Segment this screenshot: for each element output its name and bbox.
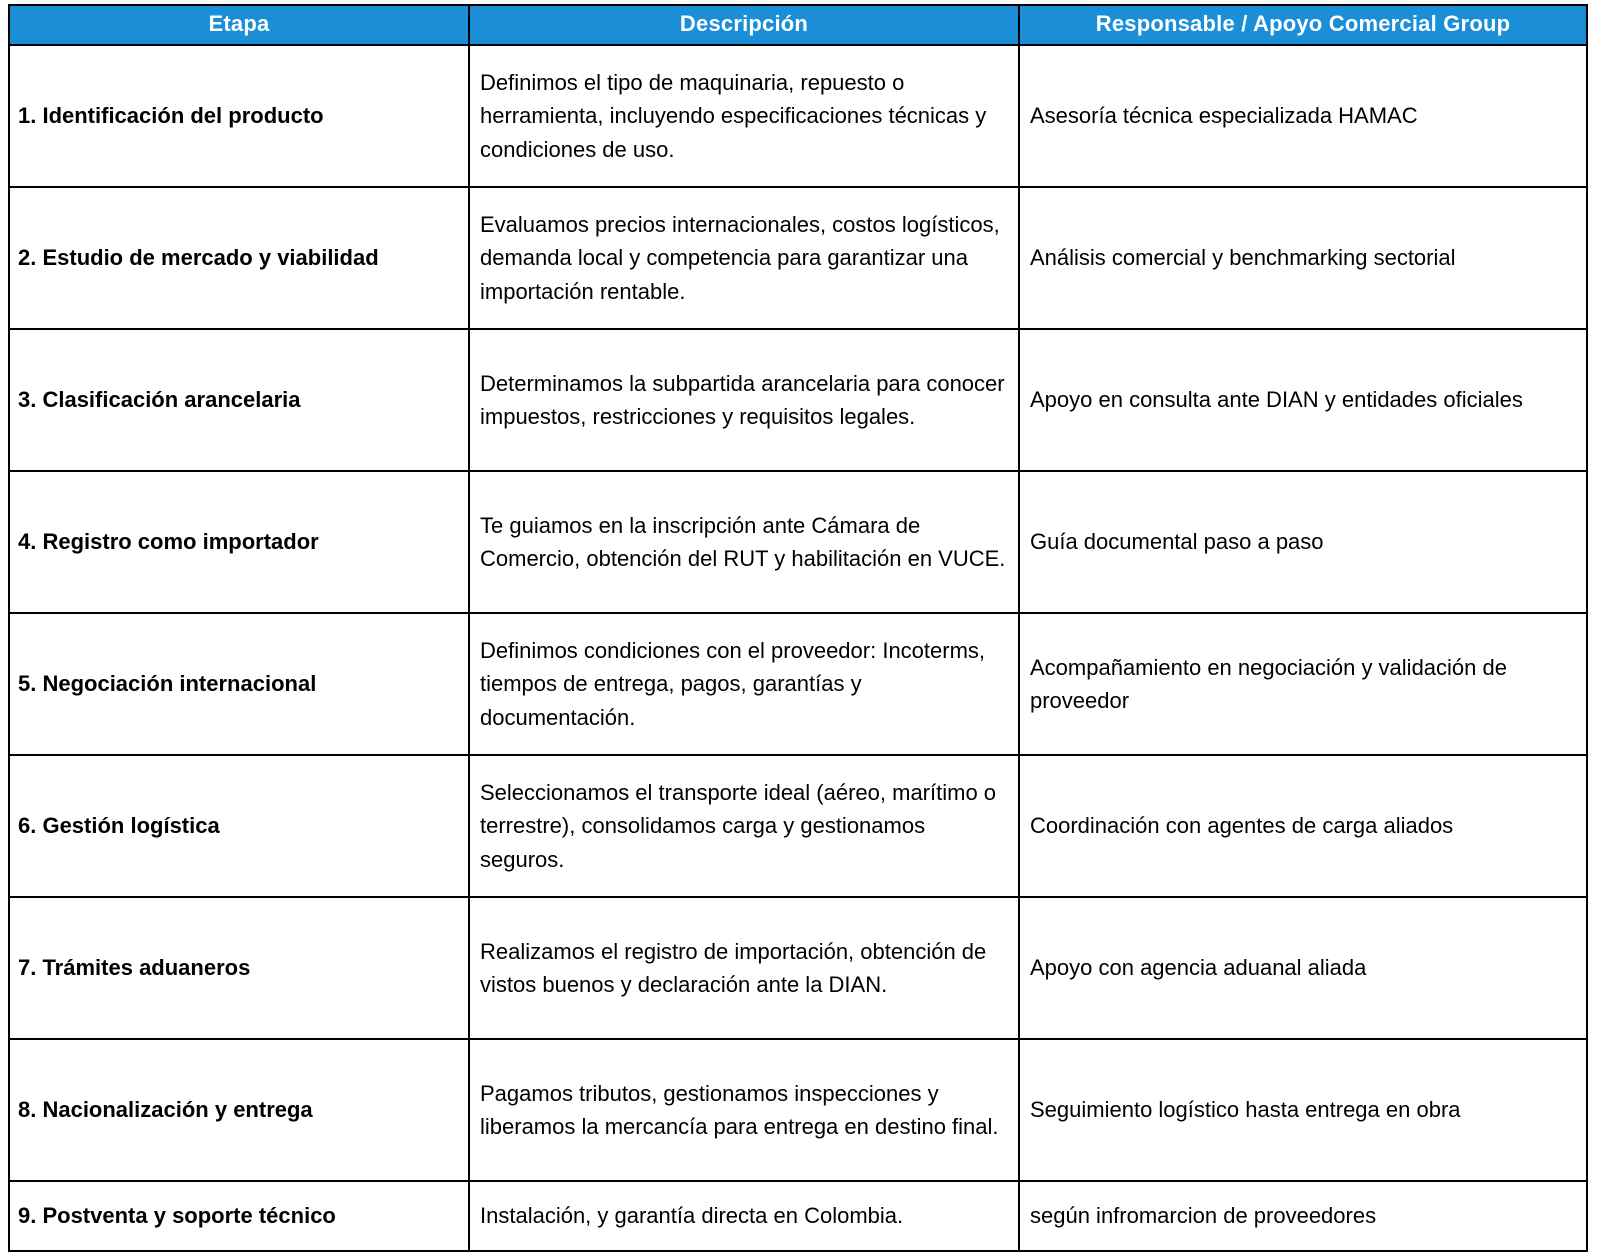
table-header (9, 5, 1587, 45)
cell-etapa: 8. Nacionalización y entrega (9, 1039, 469, 1181)
table-row (9, 329, 1587, 471)
import-process-table (8, 4, 1588, 1252)
cell-descripcion: Te guiamos en la inscripción ante Cámara de Comercio, obtención del RUT y habilitación en VUCE. (469, 471, 1019, 613)
table-row (9, 187, 1587, 329)
table-row (9, 613, 1587, 755)
cell-descripcion: Evaluamos precios internacionales, costos logísticos, demanda local y competencia para garantizar una importación rentable. (469, 187, 1019, 329)
table-header-row (9, 5, 1587, 45)
cell-descripcion: Instalación, y garantía directa en Colombia. (469, 1181, 1019, 1251)
cell-etapa: 1. Identificación del producto (9, 45, 469, 187)
cell-responsable: Análisis comercial y benchmarking sectorial (1019, 187, 1587, 329)
cell-responsable: Apoyo con agencia aduanal aliada (1019, 897, 1587, 1039)
cell-descripcion: Definimos condiciones con el proveedor: Incoterms, tiempos de entrega, pagos, garantías y documentación. (469, 613, 1019, 755)
cell-responsable: Asesoría técnica especializada HAMAC (1019, 45, 1587, 187)
cell-descripcion: Determinamos la subpartida arancelaria para conocer impuestos, restricciones y requisitos legales. (469, 329, 1019, 471)
column-header-etapa: Etapa (9, 5, 469, 45)
cell-etapa: 6. Gestión logística (9, 755, 469, 897)
cell-etapa: 3. Clasificación arancelaria (9, 329, 469, 471)
table-row (9, 897, 1587, 1039)
document-sheet (0, 4, 1600, 1229)
cell-responsable: Coordinación con agentes de carga aliados (1019, 755, 1587, 897)
cell-etapa: 9. Postventa y soporte técnico (9, 1181, 469, 1251)
cell-etapa: 2. Estudio de mercado y viabilidad (9, 187, 469, 329)
table-body (9, 45, 1587, 1251)
table-row (9, 45, 1587, 187)
cell-descripcion: Pagamos tributos, gestionamos inspecciones y liberamos la mercancía para entrega en destino final. (469, 1039, 1019, 1181)
table-row (9, 471, 1587, 613)
cell-responsable: Guía documental paso a paso (1019, 471, 1587, 613)
cell-descripcion: Realizamos el registro de importación, obtención de vistos buenos y declaración ante la DIAN. (469, 897, 1019, 1039)
column-header-responsable: Responsable / Apoyo Comercial Group (1019, 5, 1587, 45)
table-row (9, 1039, 1587, 1181)
table-row (9, 1181, 1587, 1251)
cell-responsable: Apoyo en consulta ante DIAN y entidades oficiales (1019, 329, 1587, 471)
cell-responsable: Acompañamiento en negociación y validación de proveedor (1019, 613, 1587, 755)
cell-descripcion: Seleccionamos el transporte ideal (aéreo, marítimo o terrestre), consolidamos carga y gestionamos seguros. (469, 755, 1019, 897)
cell-etapa: 4. Registro como importador (9, 471, 469, 613)
cell-responsable: según infromarcion de proveedores (1019, 1181, 1587, 1251)
table-row (9, 755, 1587, 897)
cell-responsable: Seguimiento logístico hasta entrega en obra (1019, 1039, 1587, 1181)
column-header-descripcion: Descripción (469, 5, 1019, 45)
cell-etapa: 5. Negociación internacional (9, 613, 469, 755)
cell-descripcion: Definimos el tipo de maquinaria, repuesto o herramienta, incluyendo especificaciones técnicas y condiciones de uso. (469, 45, 1019, 187)
cell-etapa: 7. Trámites aduaneros (9, 897, 469, 1039)
